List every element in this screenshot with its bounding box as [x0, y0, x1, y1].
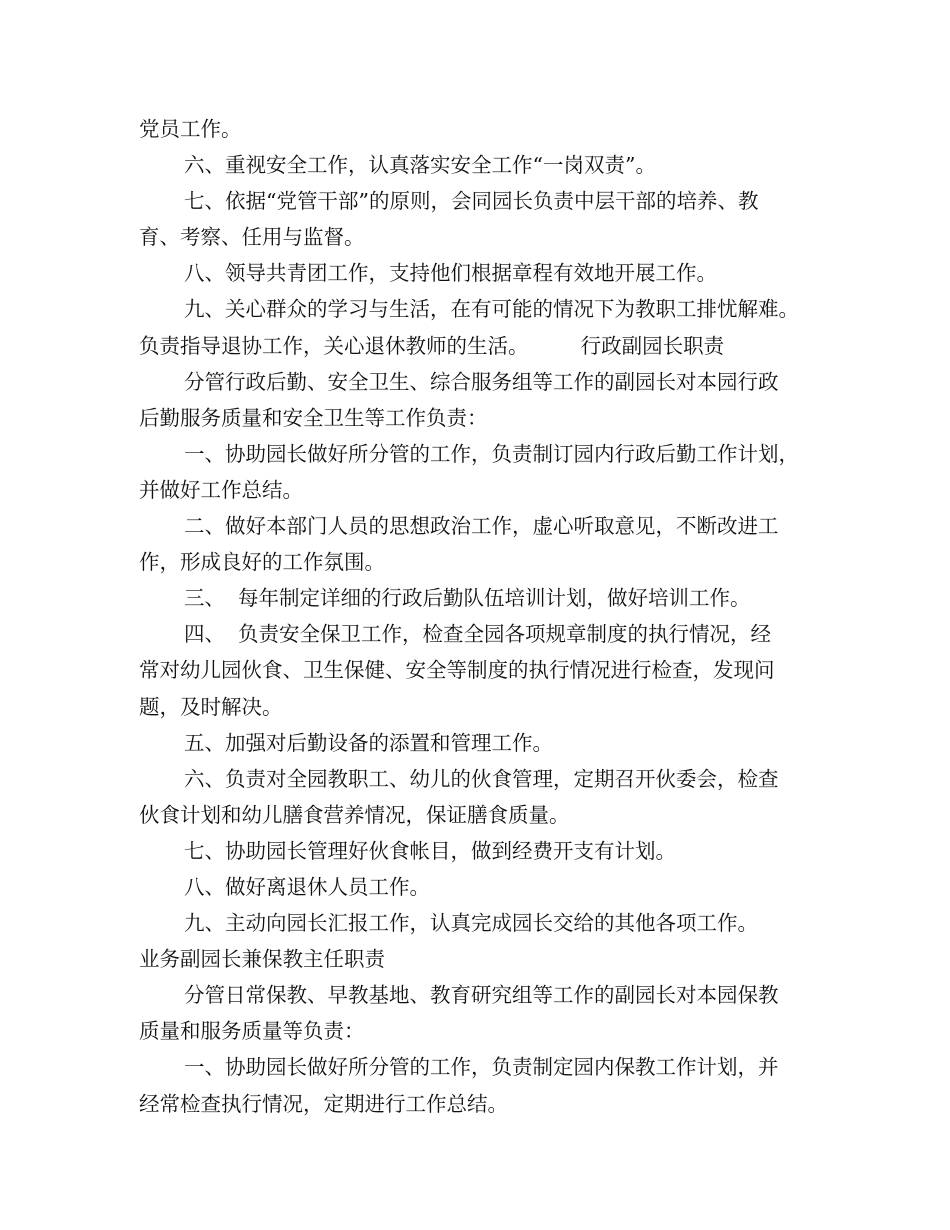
- text-line: 六、负责对全园教职工、幼儿的伙食管理，定期召开伙委会，检查: [184, 766, 779, 791]
- text-line: 一、协助园长做好所分管的工作，负责制定园内保教工作计划，并: [184, 1055, 779, 1080]
- text-line: 九、主动向园长汇报工作，认真完成园长交给的其他各项工作。: [184, 911, 758, 936]
- text-line: 九、关心群众的学习与生活，在有可能的情况下为教职工排忧解难。: [184, 297, 799, 322]
- document-body: [139, 111, 829, 1122]
- text-line: 五、加强对后勤设备的添置和管理工作。: [184, 730, 553, 755]
- text-line: 一、协助园长做好所分管的工作，负责制订园内行政后勤工作计划，: [184, 441, 799, 466]
- text-line: 经常检查执行情况，定期进行工作总结。: [139, 1091, 508, 1116]
- text-line: 六、重视安全工作，认真落实安全工作“一岗双责”。: [184, 153, 656, 178]
- text-line: 四、 负责安全保卫工作，检查全园各项规章制度的执行情况，经: [184, 622, 772, 647]
- text-line: 后勤服务质量和安全卫生等工作负责：: [139, 405, 488, 430]
- text-line: 业务副园长兼保教主任职责: [139, 947, 385, 972]
- text-line: 育、考察、任用与监督。: [139, 225, 365, 250]
- text-line: 二、做好本部门人员的思想政治工作，虚心听取意见，不断改进工: [184, 514, 779, 539]
- text-line: 并做好工作总结。: [139, 477, 303, 502]
- text-line: 三、 每年制定详细的行政后勤队伍培训计划，做好培训工作。: [184, 586, 751, 611]
- text-line: 七、依据“党管干部”的原则，会同园长负责中层干部的培养、教: [184, 189, 759, 214]
- text-line: 负责指导退协工作，关心退休教师的生活。 行政副园长职责: [139, 333, 725, 358]
- text-line: 八、做好离退休人员工作。: [184, 874, 430, 899]
- text-line: 八、领导共青团工作，支持他们根据章程有效地开展工作。: [184, 261, 717, 286]
- text-line: 分管日常保教、早教基地、教育研究组等工作的副园长对本园保教: [184, 983, 779, 1008]
- text-line: 题，及时解决。: [139, 694, 283, 719]
- text-line: 质量和服务质量等负责：: [139, 1019, 365, 1044]
- text-line: 分管行政后勤、安全卫生、综合服务组等工作的副园长对本园行政: [184, 369, 779, 394]
- text-line: 作，形成良好的工作氛围。: [139, 550, 385, 575]
- text-line: 伙食计划和幼儿膳食营养情况，保证膳食质量。: [139, 802, 570, 827]
- text-line: 常对幼儿园伙食、卫生保健、安全等制度的执行情况进行检查，发现问: [139, 658, 775, 683]
- text-line: 七、协助园长管理好伙食帐目，做到经费开支有计划。: [184, 838, 676, 863]
- text-line: 党员工作。: [139, 117, 242, 141]
